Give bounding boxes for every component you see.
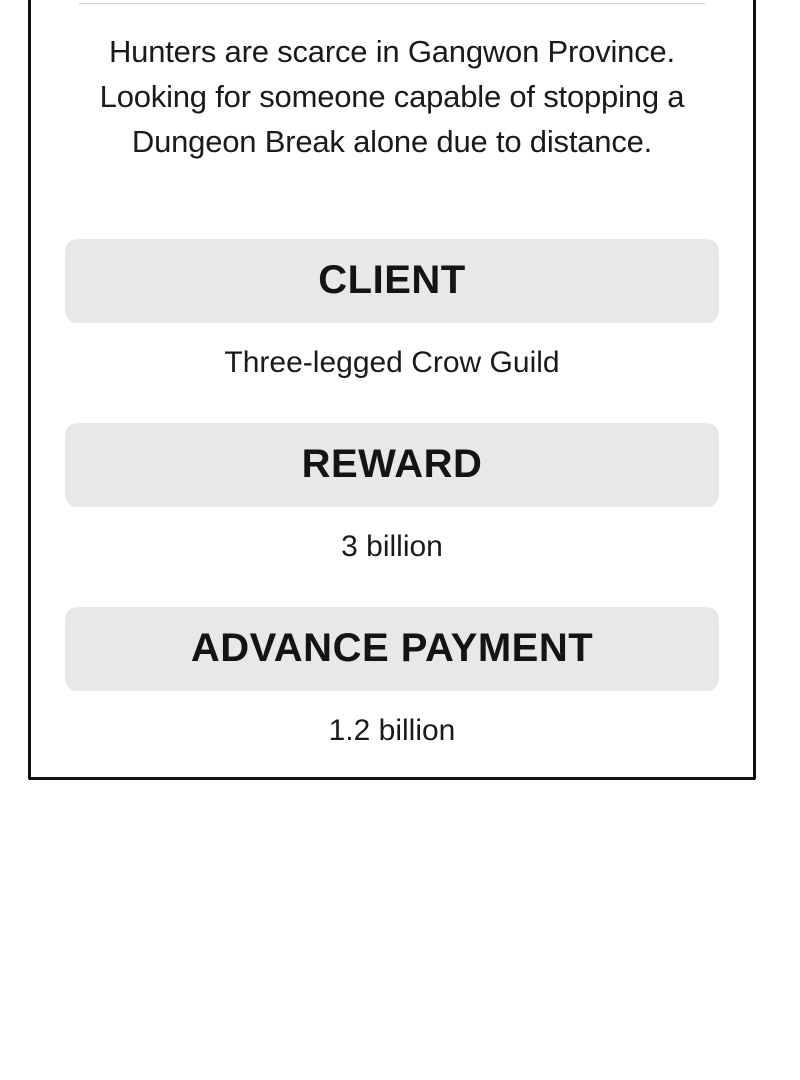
field-label-client: CLIENT xyxy=(65,239,719,323)
field-reward xyxy=(65,423,719,565)
field-client xyxy=(65,239,719,381)
field-advance-payment xyxy=(65,607,719,749)
field-value-reward: 3 billion xyxy=(341,529,443,563)
field-value-advance-payment: 1.2 billion xyxy=(328,713,456,747)
quest-fields xyxy=(31,239,753,749)
quest-request-card xyxy=(28,0,756,780)
quest-description: Hunters are scarce in Gangwon Province. Looking for someone capable of stopping a Dungeon Break alone due to distance. xyxy=(99,34,685,159)
card-divider xyxy=(79,3,705,4)
field-label-reward: REWARD xyxy=(65,423,719,507)
field-value-client: Three-legged Crow Guild xyxy=(224,345,560,379)
field-label-advance-payment: ADVANCE PAYMENT xyxy=(65,607,719,691)
